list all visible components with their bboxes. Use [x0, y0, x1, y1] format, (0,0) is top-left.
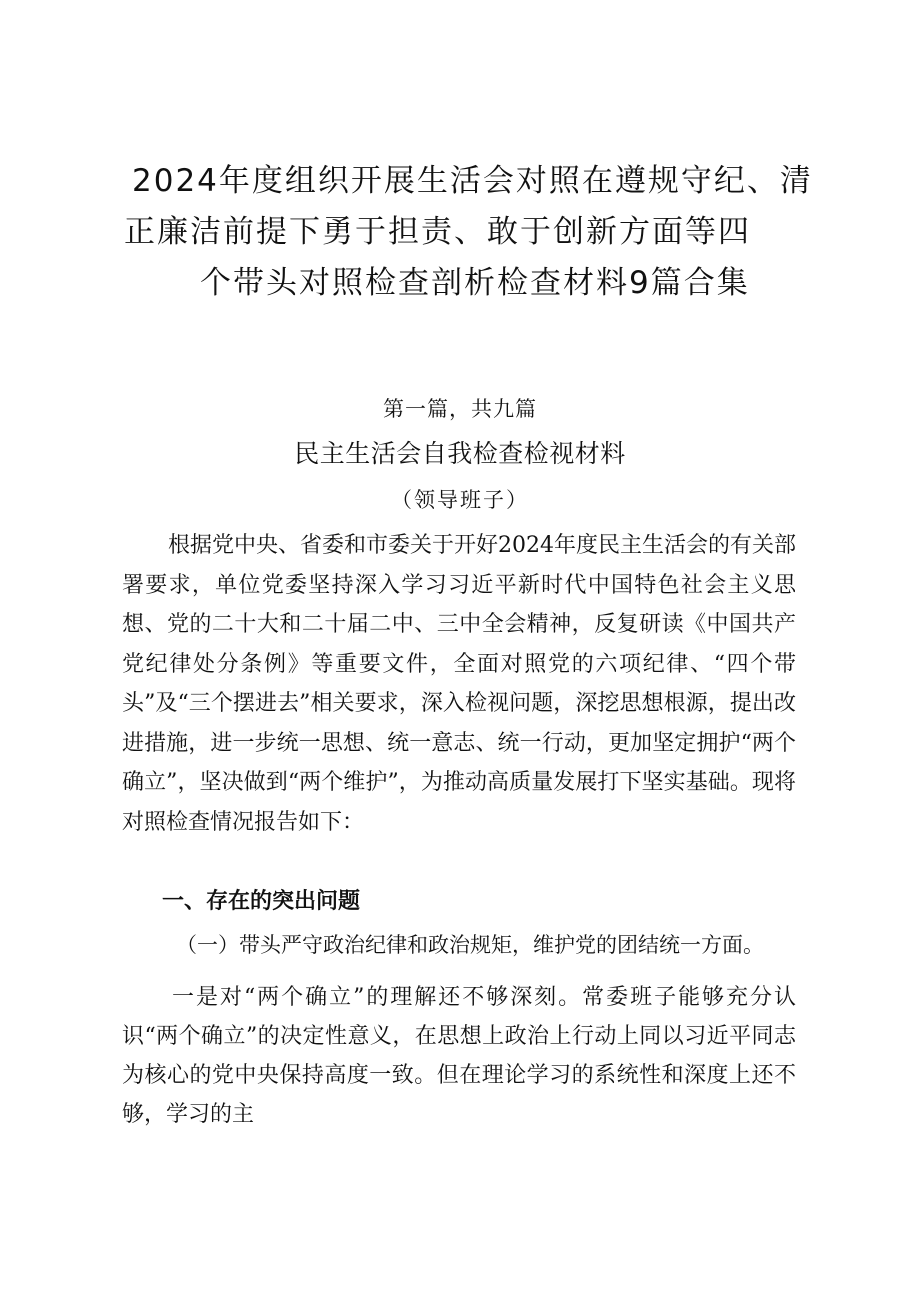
material-subtitle: （领导班子）	[391, 488, 529, 512]
subsection-heading: （一）带头严守政治纪律和政治规矩，维护党的团结统一方面。	[176, 933, 764, 957]
title-line-1: 2024年度组织开展生活会对照在遵规守纪、清	[132, 163, 813, 199]
body-paragraph: 一是对“两个确立”的理解还不够深刻。常委班子能够充分认识“两个确立”的决定性意义，在思想上政治上行动上同以习近平同志为核心的党中央保持高度一致。但在理论学习的系统性和深度上还不够，学习的主	[122, 985, 796, 1127]
section-number: 第一篇，共九篇	[383, 397, 537, 421]
intro-paragraph: 根据党中央、省委和市委关于开好2024年度民主生活会的有关部署要求，单位党委坚持深入学习习近平新时代中国特色社会主义思想、党的二十大和二十届二中、三中全会精神，反复研读《中国共产党纪律处分条例》等重要文件，全面对照党的六项纪律、“四个带头”及“三个摆进去”相关要求，深入检视问题，深挖思想根源，提出改进措施，进一步统一思想、统一意志、统一行动，更加坚定拥护“两个确立”，坚决做到“两个维护”，为推动高质量发展打下坚实基础。现将对照检查情况报告如下：	[122, 533, 796, 835]
title-line-3: 个带头对照检查剖析检查材料9篇合集	[200, 265, 750, 301]
document-title	[100, 156, 820, 309]
section-heading: 一、存在的突出问题	[162, 889, 361, 914]
title-line-2: 正廉洁前提下勇于担责、敢于创新方面等四	[124, 214, 751, 250]
material-title: 民主生活会自我检查检视材料	[294, 439, 626, 468]
